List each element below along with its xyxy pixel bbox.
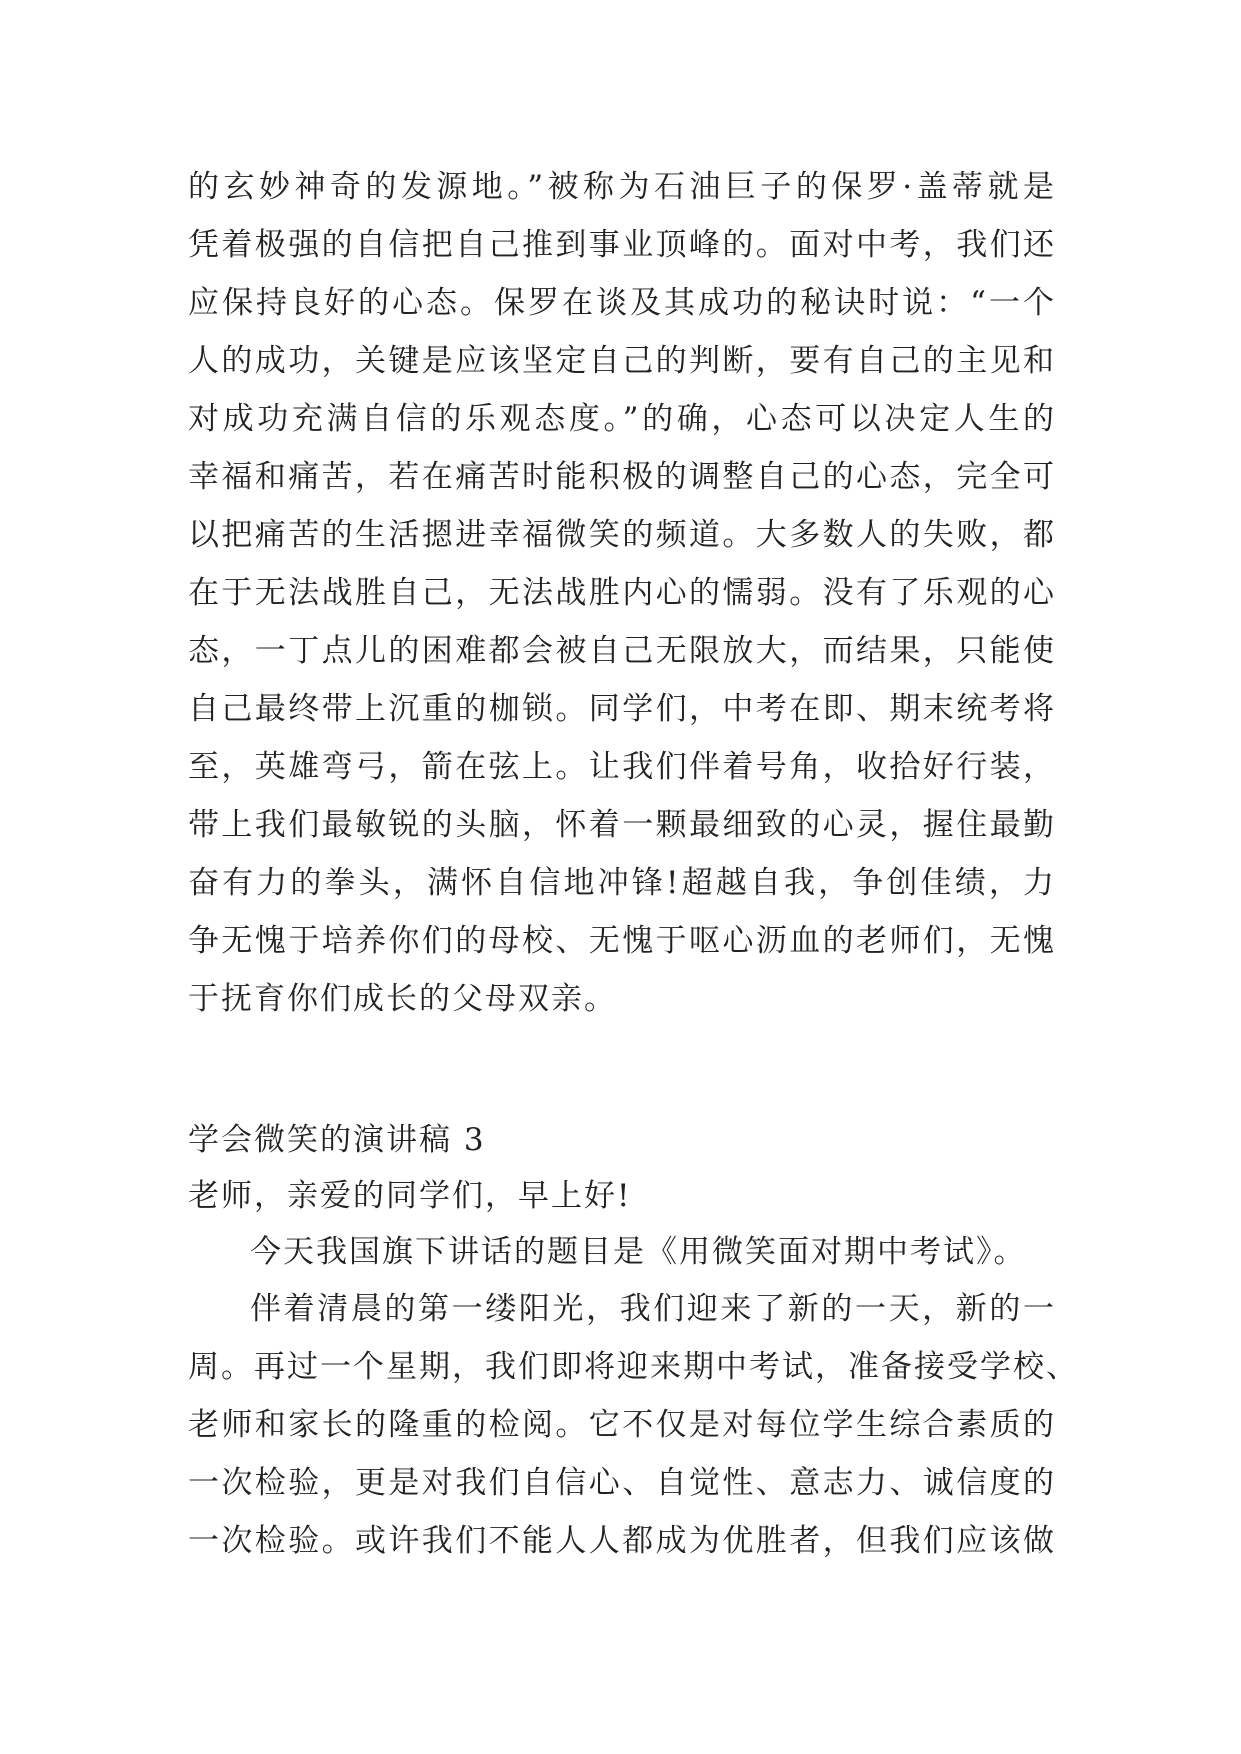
text-line: 幸福和痛苦，若在痛苦时能积极的调整自己的心态，完全可: [188, 459, 1056, 495]
text-line: 在于无法战胜自己，无法战胜内心的懦弱。没有了乐观的心: [188, 575, 1056, 611]
text-line: 的玄妙神奇的发源地。”被称为石油巨子的保罗·盖蒂就是: [188, 169, 1056, 205]
text-line: 一次检验，更是对我们自信心、自觉性、意志力、诚信度的: [188, 1465, 1056, 1501]
text-line: 对成功充满自信的乐观态度。”的确，心态可以决定人生的: [188, 401, 1056, 437]
text-line: 以把痛苦的生活摁进幸福微笑的频道。大多数人的失败，都: [188, 517, 1056, 553]
text-line: 奋有力的拳头，满怀自信地冲锋!超越自我，争创佳绩，力: [188, 865, 1056, 901]
text-line: 自己最终带上沉重的枷锁。同学们，中考在即、期末统考将: [188, 691, 1056, 727]
section-title: 学会微笑的演讲稿 3: [188, 1122, 486, 1158]
text-line: 至，英雄弯弓，箭在弦上。让我们伴着号角，收拾好行装，: [188, 749, 1056, 785]
text-line: 周。再过一个星期，我们即将迎来期中考试，准备接受学校、: [188, 1349, 1079, 1385]
text-line: 老师和家长的隆重的检阅。它不仅是对每位学生综合素质的: [188, 1407, 1056, 1443]
text-line: 于抚育你们成长的父母双亲。: [188, 981, 617, 1017]
greeting-line: 老师，亲爱的同学们，早上好!: [188, 1178, 632, 1214]
text-line: 伴着清晨的第一缕阳光，我们迎来了新的一天，新的一: [250, 1291, 1056, 1327]
text-line: 争无愧于培养你们的母校、无愧于呕心沥血的老师们，无愧: [188, 923, 1056, 959]
speech-topic-line: 今天我国旗下讲话的题目是《用微笑面对期中考试》。: [250, 1234, 1027, 1270]
text-line: 应保持良好的心态。保罗在谈及其成功的秘诀时说：“一个: [188, 285, 1056, 321]
paragraph-spacer: [188, 1028, 1056, 1112]
text-line: 凭着极强的自信把自己推到事业顶峰的。面对中考，我们还: [188, 227, 1056, 263]
text-line: 带上我们最敏锐的头脑，怀着一颗最细致的心灵，握住最勤: [188, 807, 1056, 843]
text-line: 一次检验。或许我们不能人人都成为优胜者，但我们应该做: [188, 1523, 1056, 1559]
text-line: 态，一丁点儿的困难都会被自己无限放大，而结果，只能使: [188, 633, 1056, 669]
document-body: [188, 158, 1079, 1570]
paragraph-continued: [188, 158, 1056, 1028]
text-line: 人的成功，关键是应该坚定自己的判断，要有自己的主见和: [188, 343, 1056, 379]
paragraph-speech: [188, 1280, 1079, 1570]
